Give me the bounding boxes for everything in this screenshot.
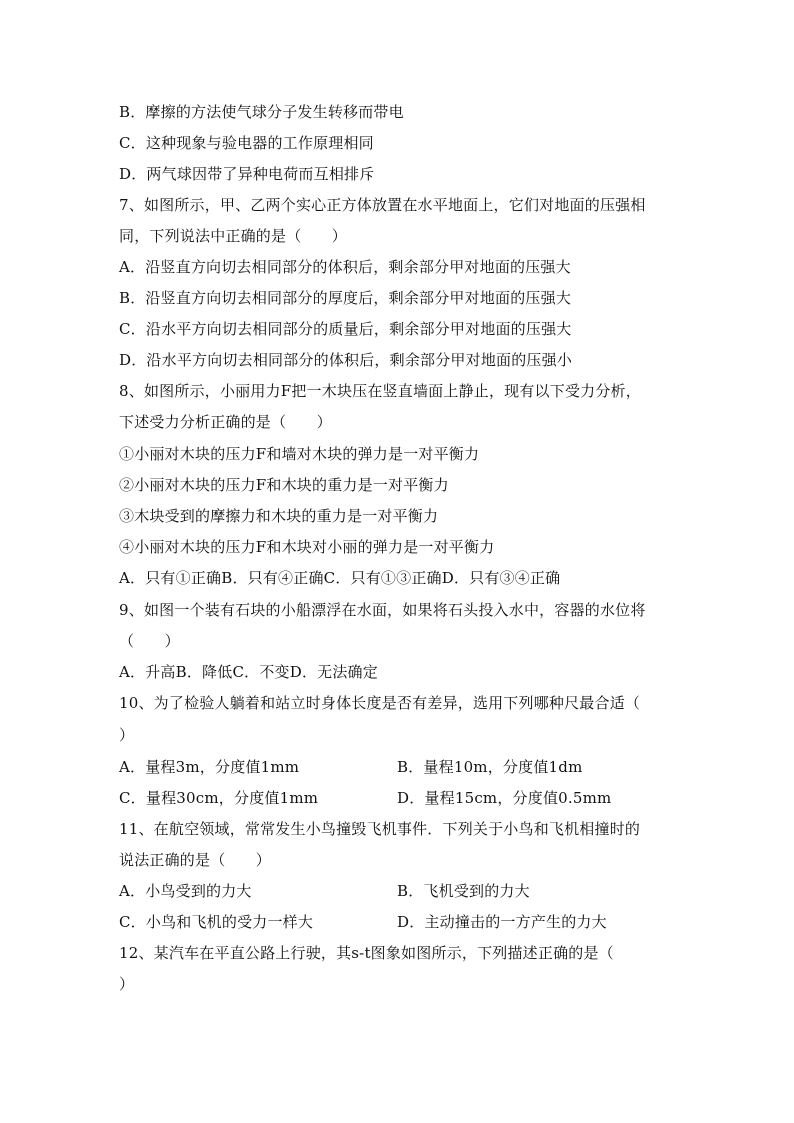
q6-option-b: B．摩擦的方法使气球分子发生转移而带电 bbox=[119, 103, 404, 121]
q9-stem-line2: （ ） bbox=[119, 632, 180, 650]
q7-stem-line1: 7、如图所示，甲、乙两个实心正方体放置在水平地面上，它们对地面的压强相 bbox=[119, 196, 646, 214]
q11-option-a: A．小鸟受到的力大 bbox=[119, 882, 252, 900]
q10-stem-line2: ） bbox=[119, 726, 135, 744]
q12-stem-line1: 12、某汽车在平直公路上行驶，其s-t图象如图所示，下列描述正确的是（ bbox=[119, 944, 614, 962]
q11-option-b: B．飞机受到的力大 bbox=[397, 882, 530, 900]
q7-option-d: D．沿水平方向切去相同部分的体积后，剩余部分甲对地面的压强小 bbox=[119, 351, 573, 369]
q8-options: A．只有①正确B．只有④正确C．只有①③正确D．只有③④正确 bbox=[119, 569, 561, 587]
q11-stem-line1: 11、在航空领域，常常发生小鸟撞毁飞机事件．下列关于小鸟和飞机相撞时的 bbox=[119, 820, 641, 838]
q8-statement-4: ④小丽对木块的压力F和木块对小丽的弹力是一对平衡力 bbox=[119, 538, 495, 556]
q11-option-c: C．小鸟和飞机的受力一样大 bbox=[119, 913, 314, 931]
q6-option-d: D．两气球因带了异种电荷而互相排斥 bbox=[119, 165, 375, 183]
q11-option-d: D．主动撞击的一方产生的力大 bbox=[397, 913, 607, 931]
q8-stem-line2: 下述受力分析正确的是（ ） bbox=[119, 413, 332, 431]
q10-option-c: C．量程30cm，分度值1mm bbox=[119, 789, 319, 807]
q11-stem-line2: 说法正确的是（ ） bbox=[119, 851, 272, 869]
q8-statement-1: ①小丽对木块的压力F和墙对木块的弹力是一对平衡力 bbox=[119, 445, 480, 463]
q8-stem-line1: 8、如图所示，小丽用力F把一木块压在竖直墙面上静止，现有以下受力分析， bbox=[119, 382, 641, 400]
q9-stem-line1: 9、如图一个装有石块的小船漂浮在水面，如果将石头投入水中，容器的水位将 bbox=[119, 601, 646, 619]
q8-statement-3: ③木块受到的摩擦力和木块的重力是一对平衡力 bbox=[119, 507, 439, 525]
q10-stem-line1: 10、为了检验人躺着和站立时身体长度是否有差异，选用下列哪种尺最合适（ bbox=[119, 694, 641, 712]
q7-option-c: C．沿水平方向切去相同部分的质量后，剩余部分甲对地面的压强大 bbox=[119, 320, 572, 338]
q9-options: A．升高B．降低C．不变D．无法确定 bbox=[119, 663, 378, 681]
q7-option-b: B．沿竖直方向切去相同部分的厚度后，剩余部分甲对地面的压强大 bbox=[119, 289, 572, 307]
q8-statement-2: ②小丽对木块的压力F和木块的重力是一对平衡力 bbox=[119, 476, 449, 494]
q10-option-b: B．量程10m，分度值1dm bbox=[397, 758, 583, 776]
q12-stem-line2: ） bbox=[119, 975, 135, 993]
q6-option-c: C．这种现象与验电器的工作原理相同 bbox=[119, 134, 374, 152]
q7-option-a: A．沿竖直方向切去相同部分的体积后，剩余部分甲对地面的压强大 bbox=[119, 258, 571, 276]
q7-stem-line2: 同，下列说法中正确的是（ ） bbox=[119, 227, 348, 245]
q10-option-a: A．量程3m，分度值1mm bbox=[119, 758, 300, 776]
q10-option-d: D．量程15cm，分度值0.5mm bbox=[397, 789, 612, 807]
